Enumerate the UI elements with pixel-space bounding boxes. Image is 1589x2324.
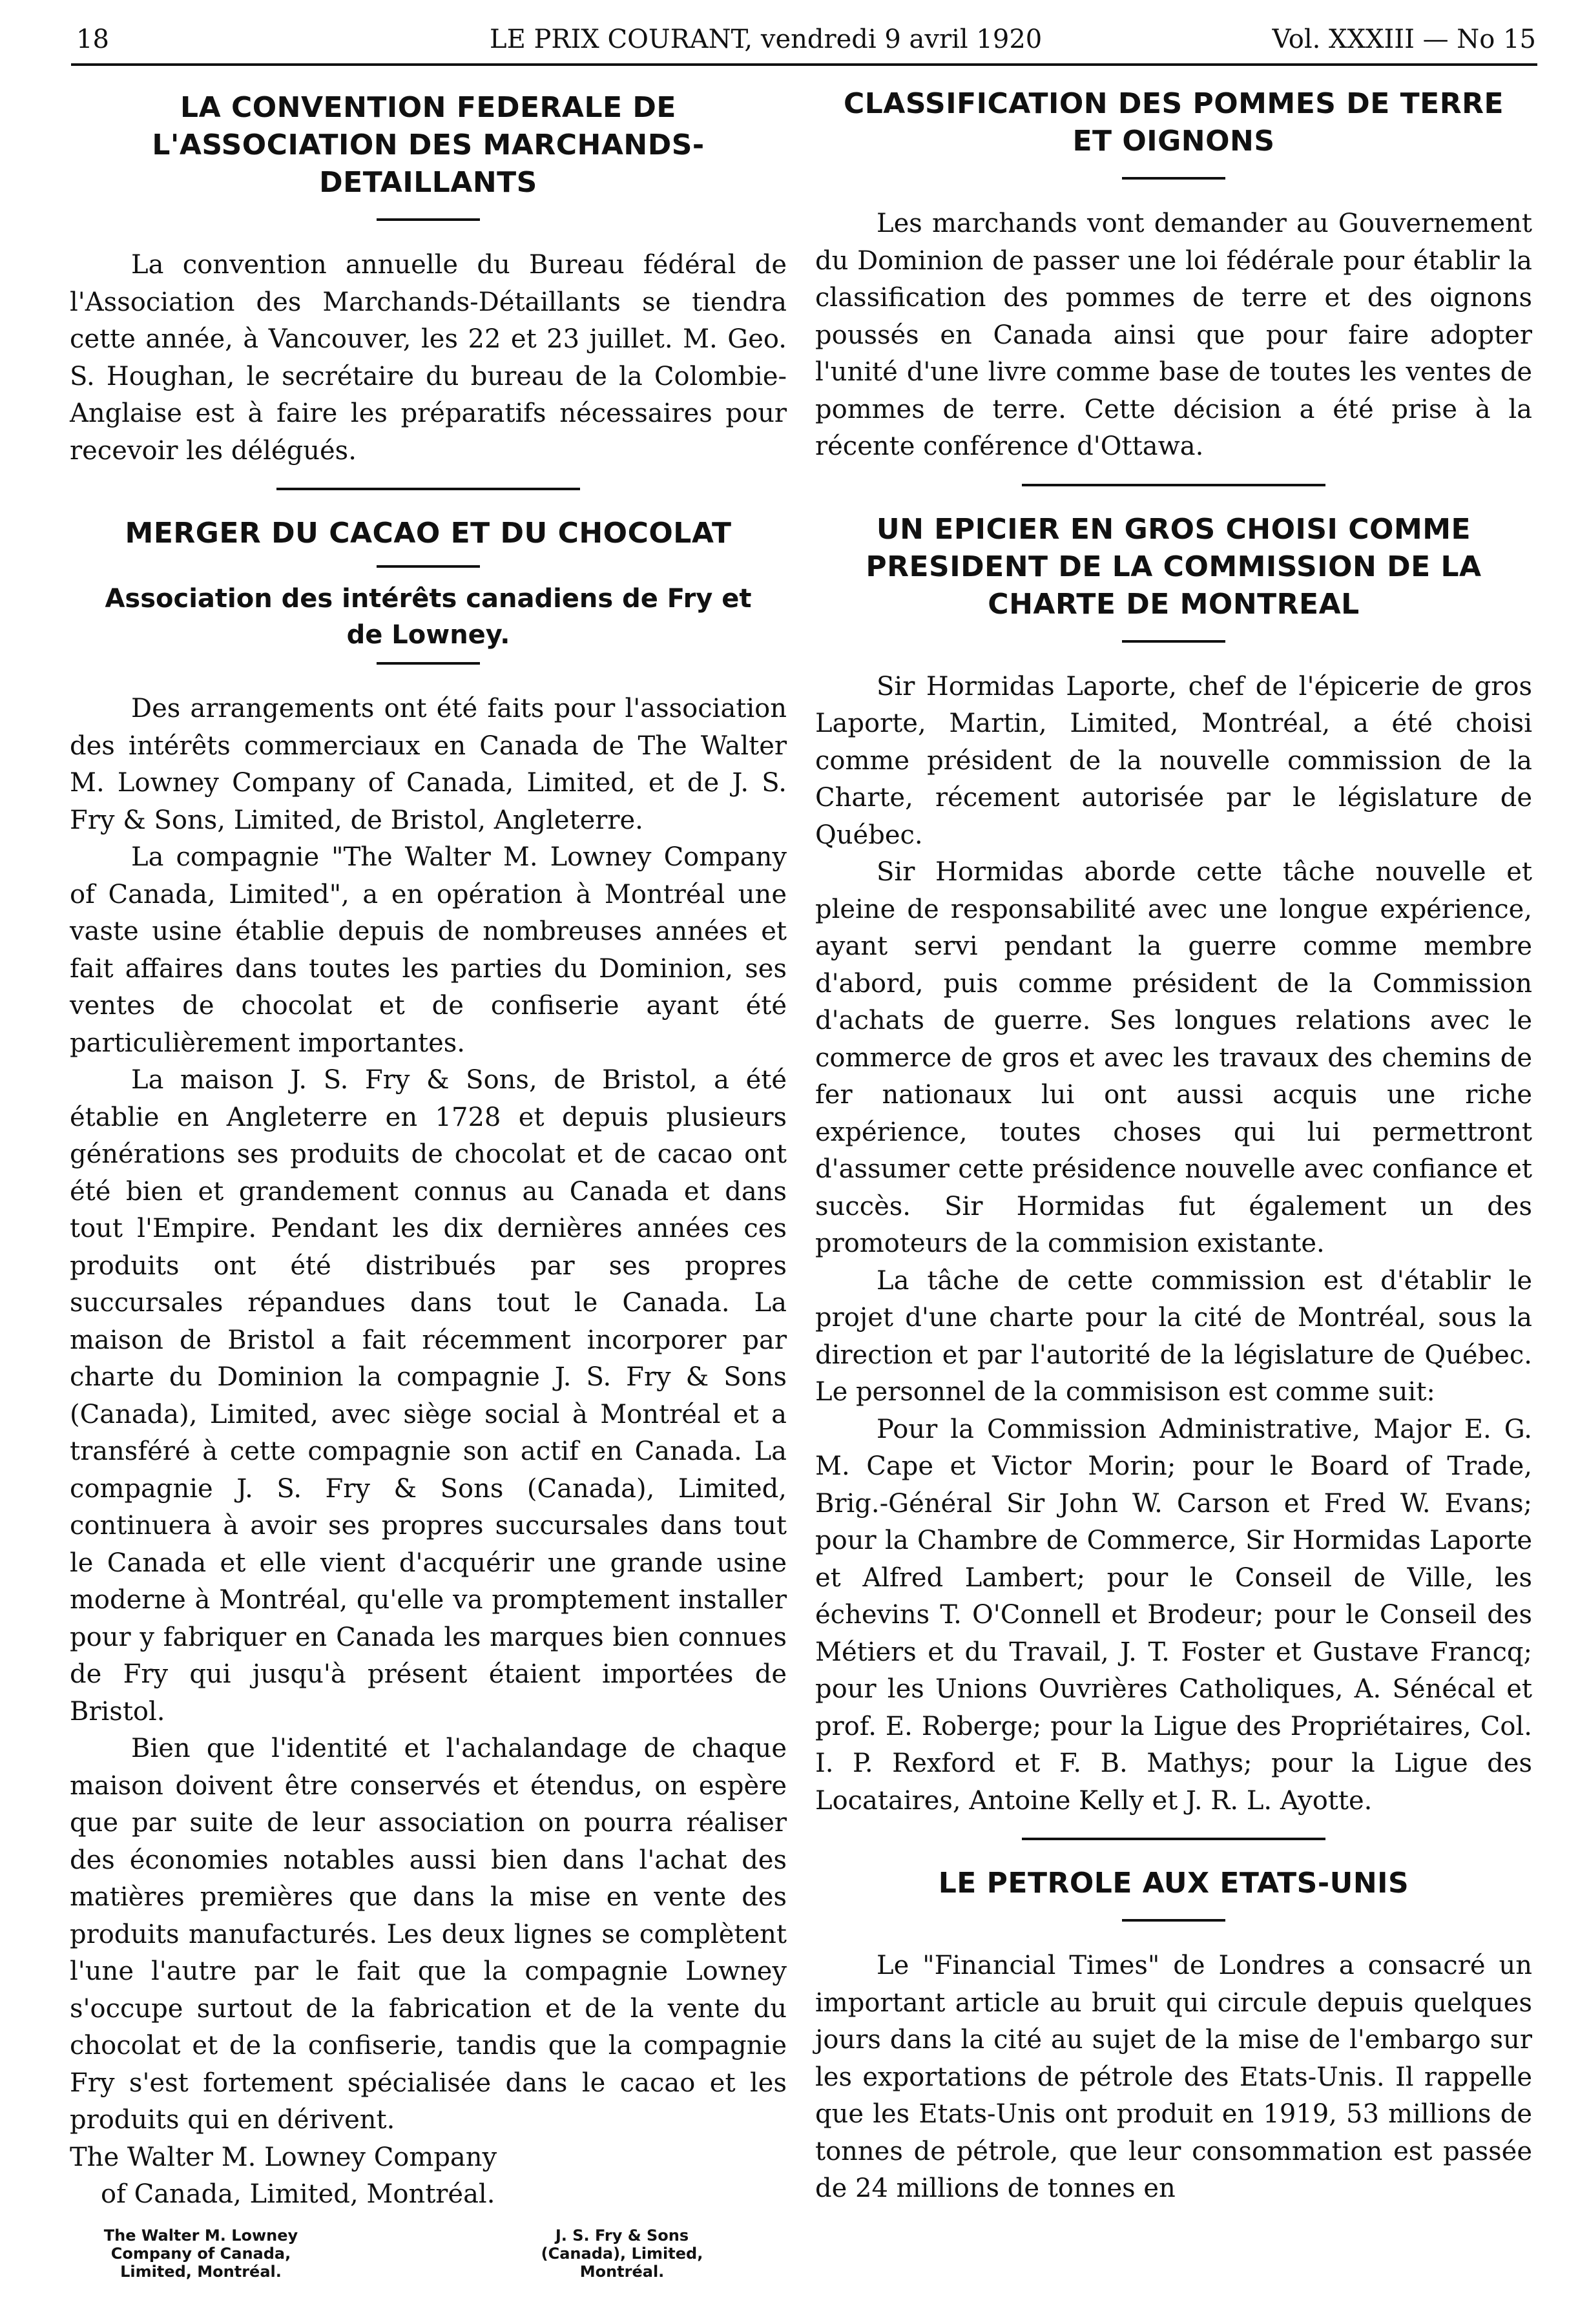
article-title: LA CONVENTION FEDERALE DE L'ASSOCIATION DES MARCHANDS-DETAILLANTS — [152, 91, 705, 199]
signature-line: The Walter M. Lowney Company — [70, 2142, 497, 2172]
article-paragraph: La convention annuelle du Bureau fédéral de l'Association des Marchands-Détaillants se tiendra cette année, à Vancouver, les 22 et 23 juillet. M. Geo. S. Houghan, le secrétaire du bureau de la Colombie-Anglaise est à faire les préparatifs nécessaires pour recevoir les délégués. — [70, 250, 787, 466]
credit-line: (Canada), Limited, — [541, 2244, 703, 2263]
page-header — [76, 19, 1536, 59]
article-paragraph: Sir Hormidas aborde cette tâche nouvelle et pleine de responsabilité avec une longue expérience, ayant servi pendant la guerre comme membre d'abord, puis comme président de la Commission d'achats de guerre. Ses longues relations avec le commerce de gros et avec les travaux des chemins de fer nationaux lui ont aussi acquis une riche expérience, toutes choses qui lui permettront d'assumer cette présidence nouvelle avec confiance et succès. Sir Hormidas fut également un des promoteurs de la commision existante. — [815, 857, 1532, 1258]
credit-line: The Walter M. Lowney — [103, 2226, 298, 2245]
article-title: MERGER DU CACAO ET DU CHOCOLAT — [125, 517, 732, 550]
article-paragraph: La compagnie "The Walter M. Lowney Company of Canada, Limited", a en opération à Montréal une vaste usine établie depuis de nombreuses années et fait affaires dans toutes les parties du Dominion, ses ventes de chocolat et de confiserie ayant été particulièrement importantes. — [70, 842, 787, 1058]
article-subtitle: Association des intérêts canadiens de Fry et de Lowney. — [105, 584, 752, 650]
article-title: LE PETROLE AUX ETATS-UNIS — [938, 1867, 1409, 1900]
article-separator — [1022, 484, 1325, 486]
header-divider — [71, 63, 1537, 66]
article-classification — [815, 85, 1532, 466]
right-column — [815, 78, 1532, 2208]
title-divider — [377, 565, 480, 568]
credit-line: Limited, Montréal. — [120, 2262, 282, 2281]
title-divider — [1122, 177, 1225, 180]
article-paragraph: Les marchands vont demander au Gouvernement du Dominion de passer une loi fédérale pour établir la classification des pommes de terre et des oignons poussés en Canada ainsi que pour faire adopter l'unité d'une livre comme base de toutes les ventes de pommes de terre. Cette décision a été prise à la récente conférence d'Ottawa. — [815, 209, 1532, 461]
title-divider — [377, 218, 480, 221]
article-paragraph: Sir Hormidas Laporte, chef de l'épicerie de gros Laporte, Martin, Limited, Montréal, a été choisi comme président de la nouvelle commission de la Charte, récement autorisée par le législature de Québec. — [815, 671, 1532, 850]
article-paragraph: La tâche de cette commission est d'établir le projet d'une charte pour la cité de Montréal, sous la direction et par l'autorité de la législature de Québec. Le personnel de la commisison est comme suit: — [815, 1265, 1532, 1407]
article-merger — [70, 515, 787, 2298]
title-divider — [1122, 640, 1225, 643]
title-divider — [1122, 1919, 1225, 1922]
article-convention — [70, 89, 787, 470]
company-credits — [70, 2226, 787, 2298]
page-number: 18 — [76, 25, 109, 54]
article-separator — [276, 488, 580, 490]
article-paragraph: Des arrangements ont été faits pour l'association des intérêts commerciaux en Canada de The Walter M. Lowney Company of Canada, Limited, et de J. S. Fry & Sons, Limited, de Bristol, Angleterre. — [70, 694, 787, 835]
credit-lowney — [75, 2226, 327, 2281]
article-title: CLASSIFICATION DES POMMES DE TERRE ET OIGNONS — [843, 87, 1504, 158]
subtitle-divider — [377, 662, 480, 665]
credit-line: Montréal. — [579, 2262, 665, 2281]
article-paragraph: Pour la Commission Administrative, Major E. G. M. Cape et Victor Morin; pour le Board of Trade, Brig.-Général Sir John W. Carson et Fred W. Evans; pour la Chambre de Commerce, Sir Hormidas Laporte et Alfred Lambert; pour le Conseil de Ville, les échevins T. O'Connell et Brodeur; pour le Conseil des Métiers et du Travail, J. T. Foster et Gustave Francq; pour les Unions Ouvrières Catholiques, A. Sénécal et prof. E. Roberge; pour la Ligue des Propriétaires, Col. I. P. Rexford et F. B. Mathys; pour la Ligue des Locataires, Antoine Kelly et J. R. L. Ayotte. — [815, 1414, 1532, 1816]
article-epicier — [815, 511, 1532, 1820]
article-paragraph: Bien que l'identité et l'achalandage de chaque maison doivent être conservés et étendus, on espère que par suite de leur association on pourra réaliser des économies notables aussi bien dans l'achat des matières premières que dans la mise en vente des produits manufacturés. Les deux lignes se complètent l'une l'autre par le fait que la compagnie Lowney s'occupe surtout de la fabrication et de la vente du chocolat et de la confiserie, tandis que la compagnie Fry s'est fortement spécialisée dans le cacao et les produits qui en dérivent. — [70, 1734, 787, 2135]
left-column — [70, 78, 787, 2298]
article-separator — [1022, 1838, 1325, 1840]
credit-line: J. S. Fry & Sons — [555, 2226, 689, 2245]
article-paragraph: La maison J. S. Fry & Sons, de Bristol, a été établie en Angleterre en 1728 et depuis plusieurs générations ses produits de chocolat et de cacao ont été bien et grandement connus au Canada et dans tout l'Empire. Pendant les dix dernières années ces produits ont été distribués par ses propres succursales répandues dans tout le Canada. La maison de Bristol a fait récemment incorporer par charte du Dominion la compagnie J. S. Fry & Sons (Canada), Limited, avec siège social à Montréal et a transféré à cette compagnie son actif en Canada. La compagnie J. S. Fry & Sons (Canada), Limited, continuera à avoir ses propres succursales dans tout le Canada et elle vient d'acquérir une grande usine moderne à Montréal, qu'elle va promptement installer pour y fabriquer en Canada les marques bien connues de Fry qui jusqu'à présent étaient importées de Bristol. — [70, 1065, 787, 1727]
article-paragraph: Le "Financial Times" de Londres a consacré un important article au bruit qui circule depuis quelques jours dans la cité au sujet de la mise de l'embargo sur les exportations de pétrole des Etats-Unis. Il rappelle que les Etats-Unis ont produit en 1919, 53 millions de tonnes de pétrole, que leur consommation est passée de 24 millions de tonnes en — [815, 1951, 1532, 2203]
credit-fry — [515, 2226, 729, 2281]
article-title: UN EPICIER EN GROS CHOISI COMME PRESIDENT DE LA COMMISSION DE LA CHARTE DE MONTREAL — [866, 512, 1482, 621]
publication-dateline: LE PRIX COURANT, vendredi 9 avril 1920 — [490, 25, 1043, 54]
volume-number: Vol. XXXIII — No 15 — [1272, 25, 1536, 54]
credit-line: Company of Canada, — [110, 2244, 291, 2263]
signature-line: of Canada, Limited, Montréal. — [101, 2179, 495, 2209]
article-petrole — [815, 1865, 1532, 2208]
